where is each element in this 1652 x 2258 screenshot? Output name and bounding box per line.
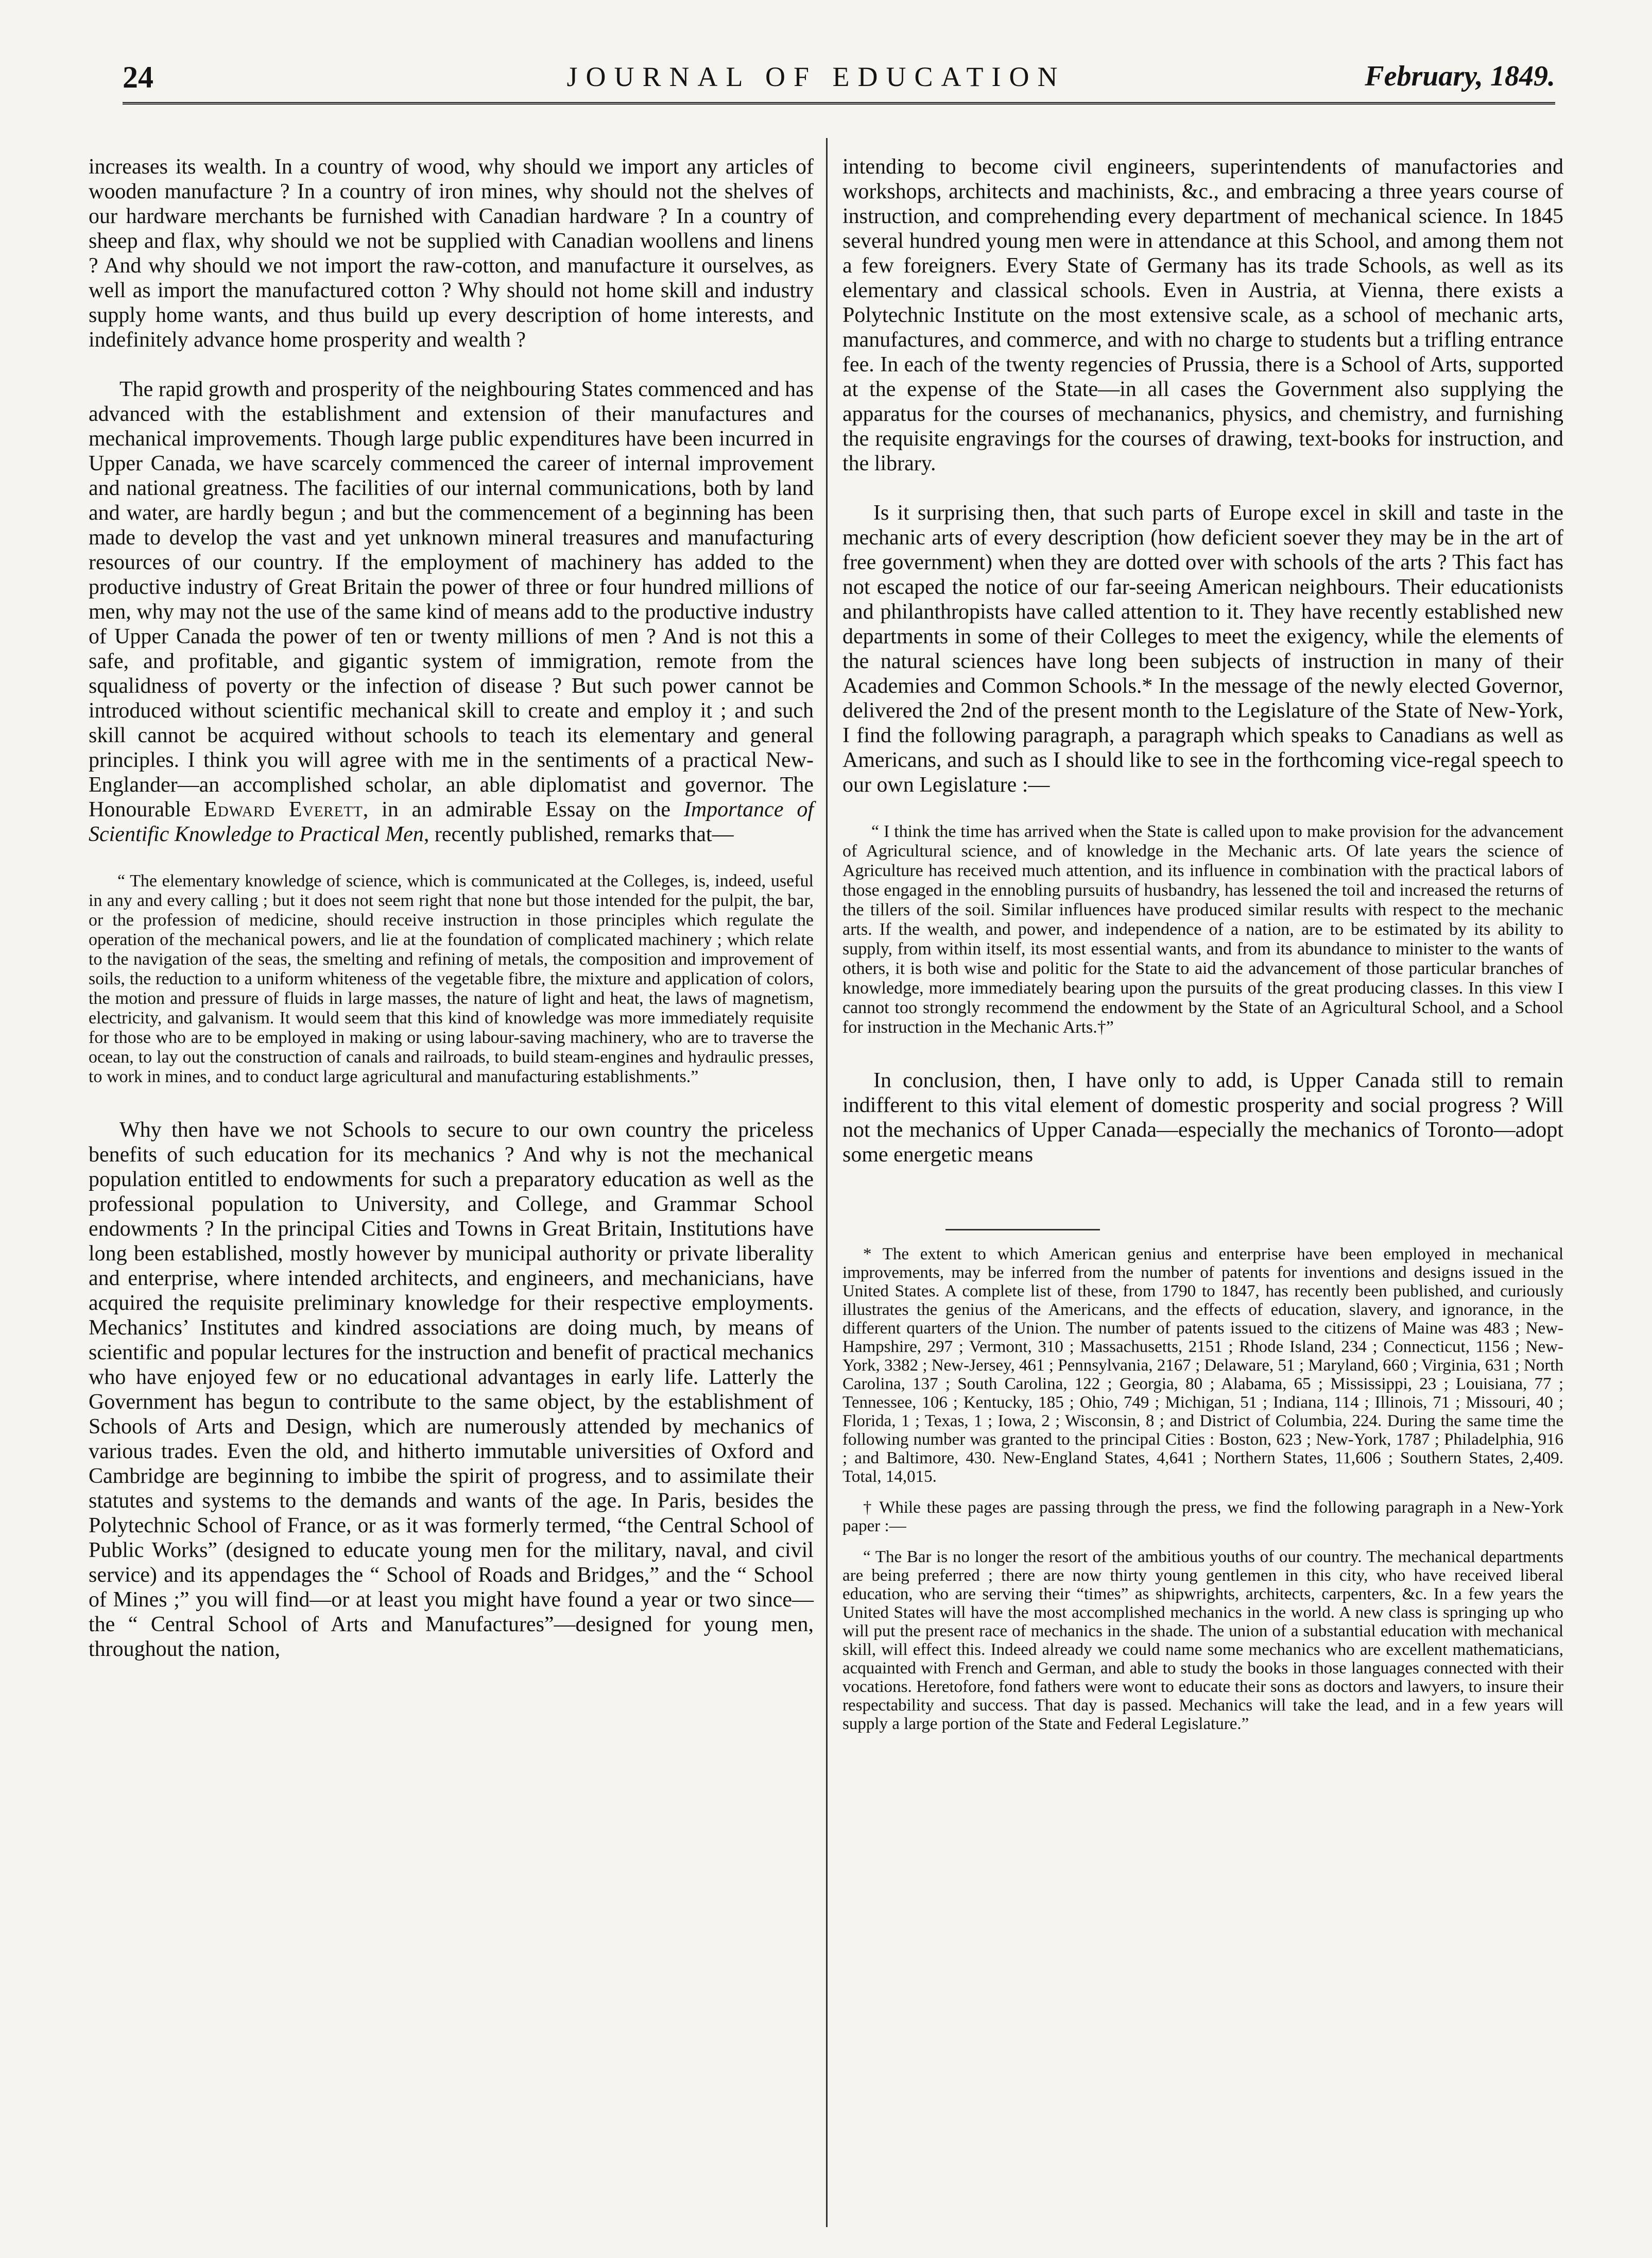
header-rule bbox=[123, 102, 1555, 108]
paragraph: increases its wealth. In a country of wood, why should we import any articles of wooden manufacture ? In a country of iron mines, why should not the shelves of our hardware merchants be furnished with Canadian hardware ? In a country of sheep and flax, why should we not be supplied with Canadian woollens and linens ? And why should we not import the raw-cotton, and manufacture it ourselves, as well as import the manufactured cotton ? Why should not home skill and industry supply home wants, and thus build up every description of home interests, and indefinitely advance home prosperity and wealth ? bbox=[89, 155, 814, 352]
footnote-rule bbox=[945, 1229, 1100, 1230]
right-column bbox=[842, 155, 1563, 1733]
page-number: 24 bbox=[123, 60, 153, 94]
essay-title: Importance of Scientific Knowledge to Practical Men bbox=[89, 798, 814, 846]
paragraph: The rapid growth and prosperity of the neighbouring States commenced and has advanced with the establishment and extension of their manufactures and mechanical improvements. Though large public expenditures have been incurred in Upper Canada, we have scarcely commenced the career of internal improvement and national greatness. The facilities of our internal communications, both by land and water, are hardly begun ; and but the commencement of a beginning has been made to develop the vast and yet unknown mineral treasures and manufacturing resources of our country. If the employment of machinery has added to the productive industry of Great Britain the power of three or four hundred millions of men, why may not the use of the same kind of means add to the productive industry of Upper Canada the power of ten or twenty millions of men ? And is not this a safe, and profitable, and gigantic system of immigration, remote from the squalidness of poverty or the infection of disease ? But such power cannot be introduced without scientific mechanical skill to create and employ it ; and such skill cannot be acquired without schools to teach its elementary and general principles. I think you will agree with me in the sentiments of a practical New-Englander—an accomplished scholar, an able diplomatist and governor. The Honourable Edward Everett, in an admirable Essay on the Importance of Scientific Knowledge to Practical Men, recently published, remarks that— bbox=[89, 378, 814, 846]
paragraph: Why then have we not Schools to secure to our own country the priceless benefits of such education for its mechanics ? And why is not the mechanical population entitled to endowments for such a preparatory education as well as the professional population to University, and College, and Grammar School endowments ? In the principal Cities and Towns in Great Britain, Institutions have long been established, mostly however by municipal authority or private liberality and enterprise, where intended architects, and engineers, and mechanicians, have acquired the requisite preliminary knowledge for their respective employments. Mechanics’ Institutes and kindred associations are doing much, by means of scientific and popular lectures for the instruction and benefit of practical mechanics who have enjoyed few or no educational advantages in early life. Latterly the Government has begun to contribute to the same object, by the establishment of Schools of Arts and Design, which are numerously attended by mechanics of various trades. Even the old, and hitherto immutable universities of Oxford and Cambridge are beginning to imbibe the spirit of progress, and to assimilate their statutes and systems to the demands and wants of the age. In Paris, besides the Polytechnic School of France, or as it was formerly termed, “the Central School of Public Works” (designed to educate young men for the military, naval, and civil service) and its appendages the “ School of Roads and Bridges,” and the “ School of Mines ;” you will find—or at least you might have found a year or two since—the “ Central School of Arts and Manufactures”—designed for young men, throughout the nation, bbox=[89, 1118, 814, 1661]
paragraph: In conclusion, then, I have only to add, is Upper Canada still to remain indifferent to this vital element of domestic prosperity and social progress ? Will not the mechanics of Upper Canada—especially the mechanics of Toronto—adopt some energetic means bbox=[842, 1069, 1563, 1167]
paragraph: Is it surprising then, that such parts of Europe excel in skill and taste in the mechanic arts of every description (how deficient soever they may be in the art of free government) when they are dotted over with schools of the arts ? This fact has not escaped the notice of our far-seeing American neighbours. Their educationists and philanthropists have called attention to it. They have recently established new departments in some of their Colleges to meet the exigency, while the elements of the natural sciences have long been subjects of instruction in many of their Academies and Common Schools.* In the message of the newly elected Governor, delivered the 2nd of the present month to the Legislature of the State of New-York, I find the following paragraph, a paragraph which speaks to Canadians as well as Americans, and such as I should like to see in the forthcoming vice-regal speech to our own Legislature :— bbox=[842, 501, 1563, 797]
footnote-quote: “ The Bar is no longer the resort of the ambitious youths of our country. The mechanical departments are being preferred ; there are now thirty young gentlemen in this city, who have received liberal education, who are serving their “times” as shipwrights, architects, carpenters, &c. In a few years the United States will have the most accomplished mechanics in the world. A new class is springing up who will put the present race of mechanics in the shade. The union of a substantial education with mechanical skill, will effect this. Indeed already we could name some mechanics who are excellent mathematicians, acquainted with French and German, and able to study the books in those languages connected with their vocations. Heretofore, fond fathers were wont to educate their sons as doctors and lawyers, to insure their respectability and success. That day is passed. Mechanics will take the lead, and in a few years will supply a large portion of the State and Federal Legislature.” bbox=[842, 1548, 1563, 1733]
left-column bbox=[89, 155, 814, 1686]
footnote: * The extent to which American genius and enterprise have been employed in mechanical improvements, may be inferred from the number of patents for inventions and designs issued in the United States. A complete list of these, from 1790 to 1847, has recently been published, and curiously illustrates the genius of the Americans, and the effects of education, slavery, and ignorance, in the different quarters of the Union. The number of patents issued to the citizens of Maine was 483 ; New-Hampshire, 297 ; Vermont, 310 ; Massachusetts, 2151 ; Rhode Island, 234 ; Connecticut, 1156 ; New-York, 3382 ; New-Jersey, 461 ; Pennsylvania, 2167 ; Delaware, 51 ; Maryland, 660 ; Virginia, 631 ; North Carolina, 137 ; South Carolina, 122 ; Georgia, 80 ; Alabama, 65 ; Mississippi, 23 ; Louisiana, 77 ; Tennessee, 106 ; Kentucky, 185 ; Ohio, 749 ; Michigan, 51 ; Indiana, 114 ; Illinois, 71 ; Missouri, 40 ; Florida, 1 ; Texas, 1 ; Iowa, 2 ; Wisconsin, 8 ; and District of Columbia, 224. During the same time the following number was granted to the principal Cities : Boston, 623 ; New-York, 1787 ; Philadelphia, 916 ; and Baltimore, 430. New-England States, 4,641 ; Northern States, 11,606 ; Southern States, 2,409. Total, 14,015. bbox=[842, 1245, 1563, 1486]
footnote: † While these pages are passing through the press, we find the following paragraph in a New-York paper :— bbox=[842, 1498, 1563, 1535]
issue-date: February, 1849. bbox=[1365, 60, 1555, 92]
block-quote: “ The elementary knowledge of science, which is communicated at the Colleges, is, indeed, useful in any and every calling ; but it does not seem right that none but those intended for the pulpit, the bar, or the profession of medicine, should receive instruction in those principles which regulate the operation of the mechanical powers, and lie at the foundation of complicated machinery ; which relate to the navigation of the seas, the smelting and refining of metals, the composition and improvement of soils, the reduction to a uniform whiteness of the vegetable fibre, the mixture and application of colors, the motion and pressure of fluids in large masses, the nature of light and heat, the laws of magnetism, electricity, and galvanism. It would seem that this kind of knowledge was more immediately requisite for those who are to be employed in making or using labour-saving machinery, who are to traverse the ocean, to lay out the construction of canals and railroads, to build steam-engines and hydraulic presses, to work in mines, and to conduct large agricultural and manufacturing establishments.” bbox=[89, 871, 814, 1086]
footnotes bbox=[842, 1245, 1563, 1733]
block-quote: “ I think the time has arrived when the State is called upon to make provision for the advancement of Agricultural science, and of knowledge in the Mechanic arts. Of late years the science of Agriculture has received much attention, and its influence in combination with the practical labors of those engaged in the ennobling pursuits of husbandry, has lessened the toil and increased the returns of the tillers of the soil. Similar influences have produced similar results with respect to the mechanic arts. If the wealth, and power, and independence of a nation, are to be estimated by its ability to supply, from within itself, its most essential wants, and from its abundance to minister to the wants of others, it is both wise and politic for the State to aid the advancement of those particular branches of knowledge, more immediately bearing upon the pursuits of the great producing classes. In this view I cannot too strongly recommend the endowment by the State of an Agricultural School, and a School for instruction in the Mechanic Arts.†” bbox=[842, 822, 1563, 1037]
column-divider bbox=[826, 138, 828, 2227]
page-header bbox=[77, 57, 1555, 113]
author-name: Edward Everett bbox=[204, 798, 363, 822]
journal-title: JOURNAL OF EDUCATION bbox=[566, 61, 1066, 92]
paragraph: intending to become civil engineers, superintendents of manufactories and workshops, architects and machinists, &c., and embracing a three years course of instruction, and comprehending every department of mechanical science. In 1845 several hundred young men were in attendance at this School, and among them not a few foreigners. Every State of Germany has its trade Schools, as well as its elementary and classical schools. Even in Austria, at Vienna, there exists a Polytechnic Institute on the most extensive scale, as a school of mechanic arts, manufactures, and commerce, and with no charge to students but a trifling entrance fee. In each of the twenty regencies of Prussia, there is a School of Arts, supported at the expense of the State—in all cases the Government also supplying the apparatus for the courses of mechananics, physics, and chemistry, and furnishing the requisite engravings for the courses of drawing, text-books for instruction, and the library. bbox=[842, 155, 1563, 475]
